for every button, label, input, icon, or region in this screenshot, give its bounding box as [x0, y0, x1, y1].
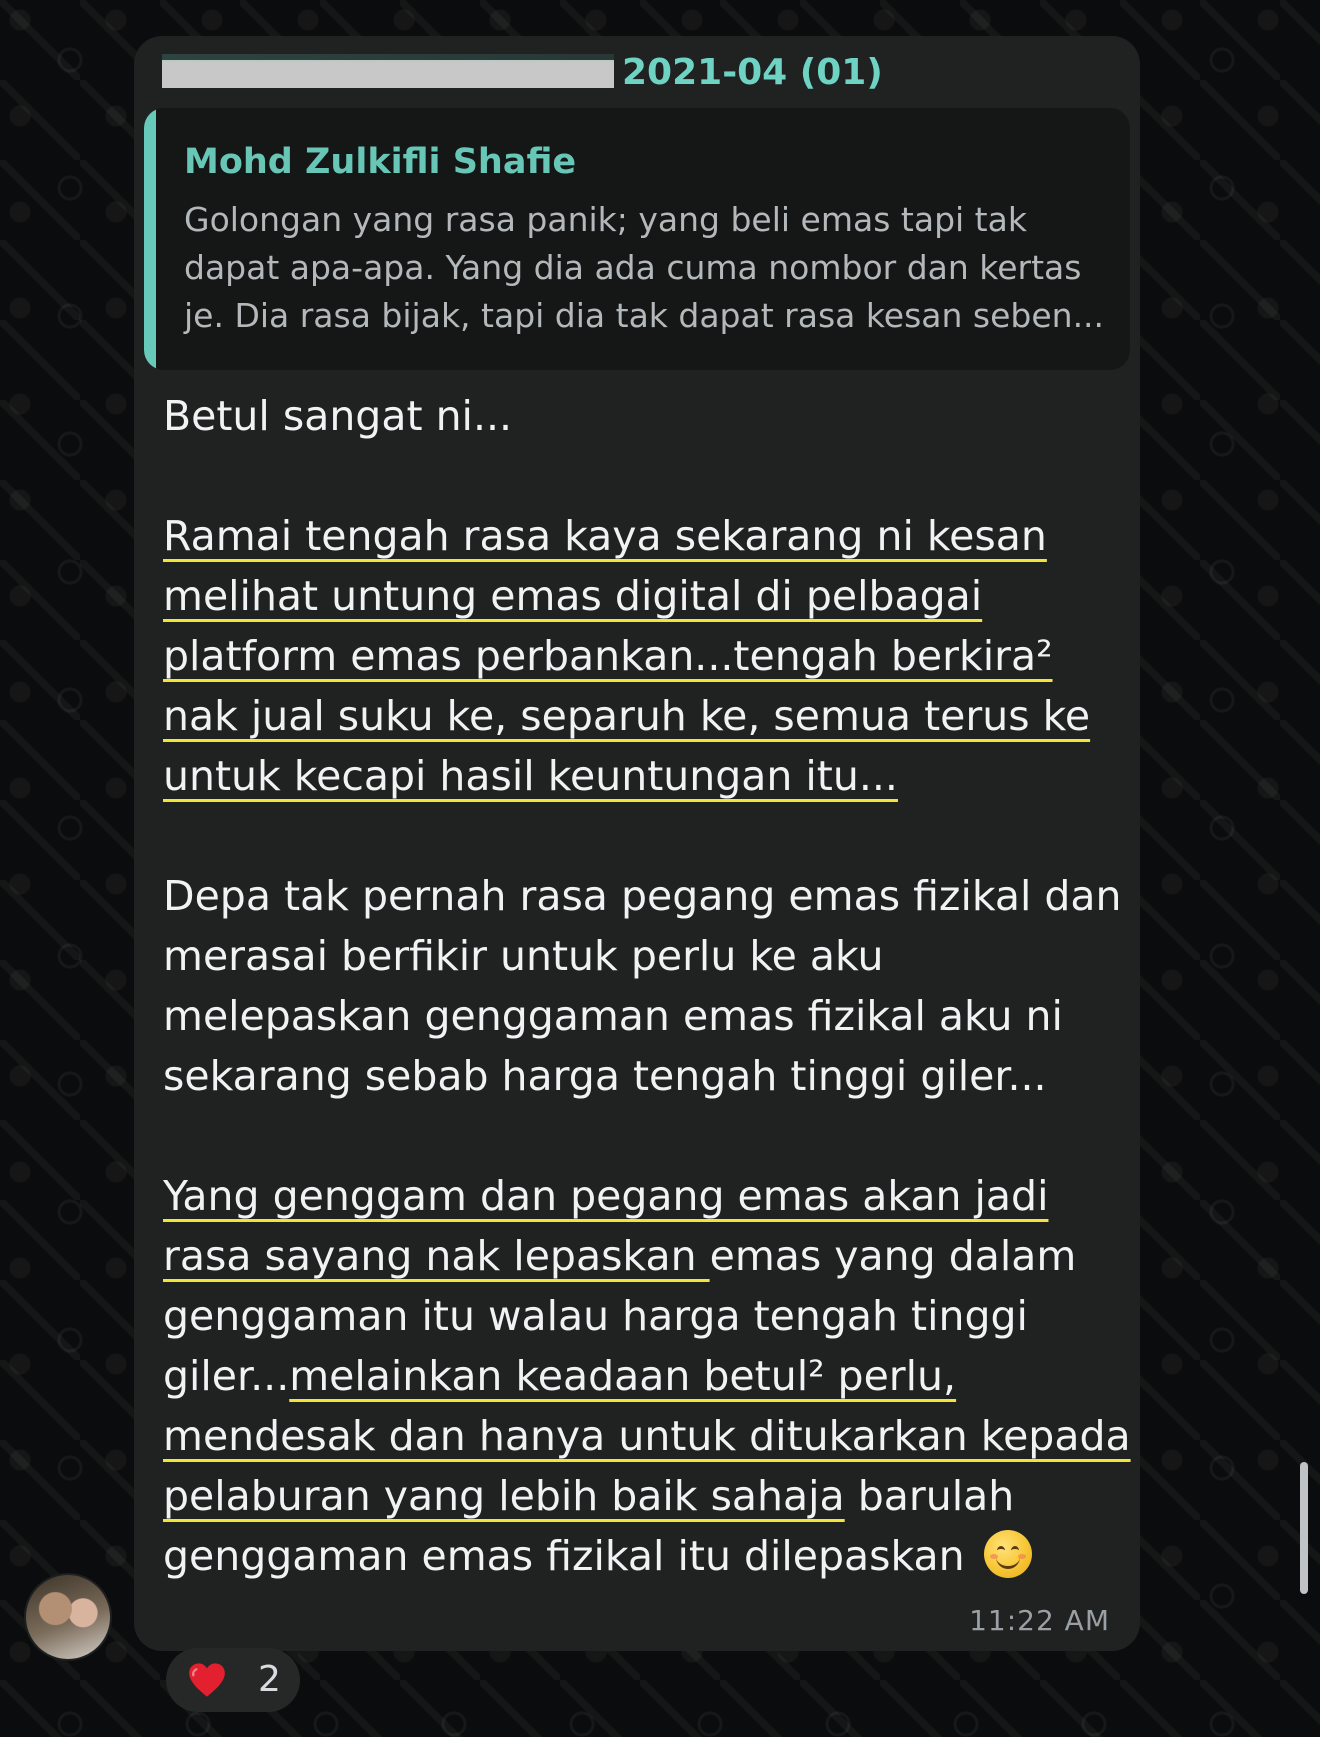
- highlighted-text: untuk kecapi hasil keuntungan itu...: [163, 752, 898, 800]
- message-line: [163, 506, 1123, 566]
- message-line: Betul sangat ni...: [163, 392, 513, 440]
- quote-accent-bar: [144, 108, 156, 370]
- highlighted-text: nak jual suku ke, separuh ke, semua terus ke: [163, 692, 1091, 740]
- redacted-sender-name: [162, 60, 614, 88]
- reaction-pill[interactable]: [166, 1648, 300, 1712]
- quoted-message[interactable]: [144, 108, 1130, 370]
- message-paragraph-2: [163, 506, 1123, 806]
- message-line: [163, 1346, 1123, 1406]
- sender-name-suffix[interactable]: 2021-04 (01): [622, 52, 883, 93]
- message-line: [163, 566, 1123, 626]
- highlighted-text: Ramai tengah rasa kaya sekarang ni kesan: [163, 512, 1047, 560]
- message-timestamp: 11:22 AM: [969, 1604, 1110, 1637]
- highlighted-text: Yang genggam dan pegang emas akan jadi: [163, 1172, 1049, 1220]
- message-line: [163, 1526, 1123, 1586]
- quote-author: Mohd Zulkifli Shafie: [184, 142, 577, 182]
- sender-header: [162, 50, 1062, 96]
- message-line: merasai berfikir untuk perlu ke aku: [163, 932, 884, 980]
- highlighted-text: rasa sayang nak lepaskan: [163, 1232, 710, 1280]
- highlighted-text: melihat untung emas digital di pelbagai: [163, 572, 983, 620]
- reaction-count: 2: [258, 1659, 281, 1700]
- message-line: [163, 1406, 1131, 1466]
- plain-text: giler...: [163, 1352, 290, 1400]
- message-line: [163, 746, 1123, 806]
- message-body: [163, 386, 1131, 1586]
- message-line: sekarang sebab harga tengah tinggi giler...: [163, 1052, 1047, 1100]
- message-line: [163, 626, 1123, 686]
- message-line: [163, 1226, 1123, 1286]
- quote-text: Golongan yang rasa panik; yang beli emas tapi tak dapat apa-apa. Yang dia ada cuma nombor dan kertas je. Dia rasa bijak, tapi dia tak dapat rasa kesan seben...: [184, 200, 1105, 335]
- highlighted-text: pelaburan yang lebih baik sahaja: [163, 1472, 845, 1520]
- message-line: [163, 686, 1123, 746]
- plain-text: barulah: [844, 1472, 1015, 1520]
- highlighted-text: melainkan keadaan betul² perlu,: [289, 1352, 957, 1400]
- message-paragraph-1: [163, 386, 1123, 446]
- heart-icon: [188, 1662, 226, 1698]
- sender-avatar[interactable]: [24, 1573, 112, 1661]
- smiling-face-emoji-icon: [984, 1530, 1032, 1578]
- highlighted-text: mendesak dan hanya untuk ditukarkan kepada: [163, 1412, 1131, 1460]
- plain-text: genggaman emas fizikal itu dilepaskan: [163, 1532, 978, 1580]
- message-line: [163, 1166, 1123, 1226]
- scrollbar-thumb[interactable]: [1300, 1462, 1308, 1594]
- message-paragraph-4: [163, 1166, 1131, 1586]
- plain-text: emas yang dalam: [709, 1232, 1077, 1280]
- message-line: melepaskan genggaman emas fizikal aku ni: [163, 992, 1063, 1040]
- message-paragraph-3: [163, 866, 1123, 1106]
- highlighted-text: platform emas perbankan...tengah berkira²: [163, 632, 1053, 680]
- message-line: [163, 1466, 1123, 1526]
- message-line: Depa tak pernah rasa pegang emas fizikal dan: [163, 872, 1122, 920]
- message-line: genggaman itu walau harga tengah tinggi: [163, 1292, 1028, 1340]
